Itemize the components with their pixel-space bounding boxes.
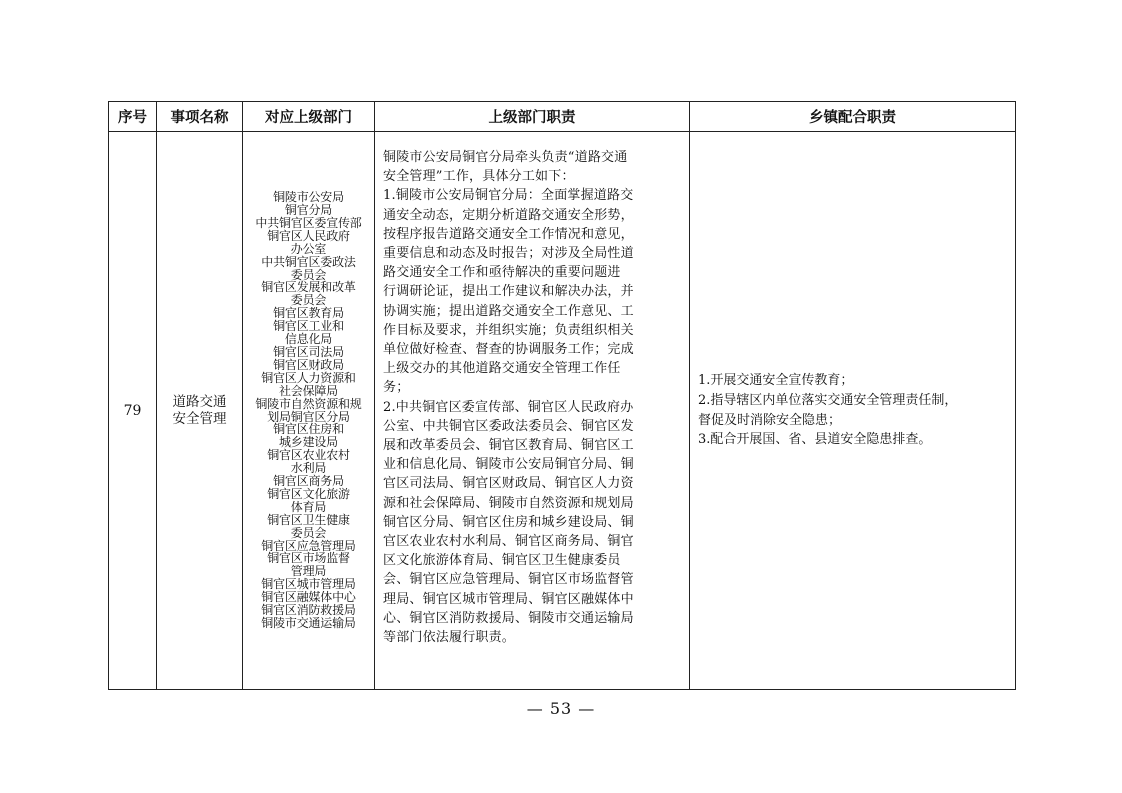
row-superior-duty [375, 132, 690, 690]
duty-line: 协调实施；提出道路交通安全工作意见、工 [383, 303, 634, 319]
duty-line: 按程序报告道路交通安全工作情况和意见， [383, 226, 634, 242]
duty-line: 安全管理”工作，具体分工如下： [383, 169, 575, 185]
header-seq: 序号 [109, 102, 157, 132]
dept-line: 铜官区文化旅游 [267, 486, 350, 501]
header-superior-dept: 对应上级部门 [243, 102, 375, 132]
row-item-name [157, 132, 243, 690]
duty-line: 路交通安全工作和亟待解决的重要问题进 [383, 265, 621, 281]
duty-line: 源和社会保障局、铜陵市自然资源和规划局 [383, 495, 634, 511]
dept-line: 铜官区发展和改革 [261, 280, 356, 295]
coop-line: 2.指导辖区内单位落实交通安全管理责任制， [698, 392, 958, 408]
coop-line: 督促及时消除安全隐患； [698, 412, 842, 428]
dept-line: 铜官区农业农村 [267, 448, 350, 463]
header-item-name: 事项名称 [157, 102, 243, 132]
dept-line: 信息化局 [284, 332, 333, 347]
item-name-line: 道路交通 [172, 393, 227, 410]
duty-line: 公室、中共铜官区委政法委员会、铜官区发 [383, 418, 634, 434]
duty-line: 官区司法局、铜官区财政局、铜官区人力资 [383, 476, 634, 492]
duty-line: 铜官区分局、铜官区住房和城乡建设局、铜 [383, 514, 634, 530]
duty-line: 上级交办的其他道路交通安全管理工作任 [383, 361, 621, 377]
dept-line: 铜官区人民政府 [267, 228, 350, 243]
duty-line: 理局、铜官区城市管理局、铜官区融媒体中 [383, 591, 634, 607]
dept-line: 委员会 [290, 525, 327, 540]
duty-line: 单位做好检查、督查的协调服务工作；完成 [383, 342, 634, 358]
dept-line: 铜官区教育局 [273, 306, 344, 321]
duty-line: 行调研论证，提出工作建议和解决办法，并 [383, 284, 634, 300]
dept-line: 委员会 [290, 267, 327, 282]
page-number: — 53 — [526, 699, 596, 718]
header-superior-duty: 上级部门职责 [375, 102, 690, 132]
duty-line: 务； [383, 380, 410, 396]
table-row [109, 132, 1016, 690]
dept-line: 铜陵市公安局 [273, 190, 344, 205]
duty-line: 2.中共铜官区委宣传部、铜官区人民政府办 [383, 399, 634, 415]
dept-line: 铜官区市场监督 [267, 551, 350, 566]
dept-line: 划局铜官区分局 [267, 409, 350, 424]
duty-line: 等部门依法履行职责。 [383, 630, 516, 646]
duty-line: 作目标及要求，并组织实施；负责组织相关 [383, 322, 634, 338]
dept-line: 铜官区卫生健康 [267, 512, 350, 527]
dept-line: 办公室 [290, 241, 327, 256]
dept-line: 铜官区住房和 [273, 422, 344, 437]
coop-line: 1.开展交通安全宣传教育； [698, 373, 854, 389]
dept-line: 铜官区工业和 [273, 319, 344, 334]
duty-line: 心、铜官区消防救援局、铜陵市交通运输局 [383, 610, 634, 626]
dept-line: 管理局 [290, 564, 327, 579]
item-name-line: 安全管理 [172, 410, 227, 427]
row-dept-list [243, 132, 375, 690]
dept-line: 水利局 [290, 461, 327, 476]
row-township-duty [690, 132, 1016, 690]
duty-line: 铜陵市公安局铜官分局牵头负责“道路交通 [383, 150, 628, 165]
dept-line: 铜陵市交通运输局 [261, 616, 356, 630]
dept-line: 铜官分局 [284, 203, 333, 217]
dept-line: 铜陵市自然资源和规 [255, 396, 362, 411]
duty-line: 区文化旅游体育局、铜官区卫生健康委员 [383, 553, 621, 569]
dept-line: 社会保障局 [278, 383, 338, 398]
dept-line: 铜官区财政局 [273, 357, 344, 372]
duty-line: 业和信息化局、铜陵市公安局铜官分局、铜 [383, 457, 634, 473]
dept-line: 城乡建设局 [278, 435, 338, 450]
duty-line: 展和改革委员会、铜官区教育局、铜官区工 [383, 438, 634, 454]
duty-line: 通安全动态，定期分析道路交通安全形势， [383, 207, 634, 223]
dept-line: 中共铜官区委政法 [261, 254, 356, 269]
dept-line: 铜官区消防救援局 [261, 603, 356, 618]
dept-line: 铜官区融媒体中心 [261, 590, 356, 605]
dept-line: 铜官区司法局 [273, 344, 344, 359]
dept-line: 铜官区人力资源和 [261, 370, 356, 385]
dept-line: 铜官区商务局 [273, 474, 344, 489]
dept-line: 铜官区应急管理局 [261, 538, 356, 553]
header-township-duty: 乡镇配合职责 [690, 102, 1016, 132]
dept-line: 委员会 [290, 293, 327, 308]
dept-line: 体育局 [290, 499, 327, 514]
duty-line: 重要信息和动态及时报告；对涉及全局性道 [383, 246, 634, 262]
duty-line: 官区农业农村水利局、铜官区商务局、铜官 [383, 534, 634, 550]
row-seq: 79 [109, 132, 157, 690]
duty-line: 会、铜官区应急管理局、铜官区市场监督管 [383, 572, 634, 588]
responsibility-table [108, 101, 1016, 690]
dept-line: 中共铜官区委宣传部 [255, 215, 362, 230]
dept-line: 铜官区城市管理局 [261, 577, 356, 592]
table-header-row [109, 102, 1016, 132]
duty-line: 1.铜陵市公安局铜官分局：全面掌握道路交 [383, 188, 634, 204]
coop-line: 3.配合开展国、省、县道安全隐患排查。 [698, 432, 932, 448]
